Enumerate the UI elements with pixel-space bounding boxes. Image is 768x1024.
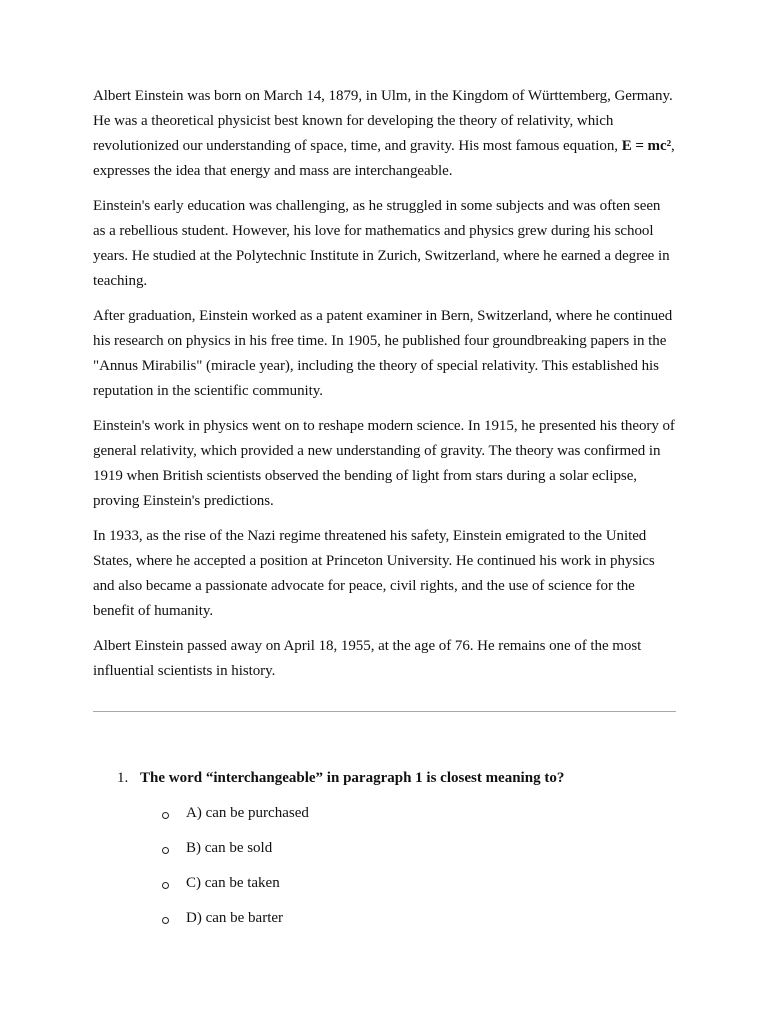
circle-bullet-icon <box>162 812 169 819</box>
paragraph-6: Albert Einstein passed away on April 18, 1955, at the age of 76. He remains one of the most influential scientists in history. <box>93 638 642 679</box>
paragraph-5: In 1933, as the rise of the Nazi regime threatened his safety, Einstein emigrated to the United States, where he accepted a position at Princeton University. He continued his work in physics and also became a passionate advocate for peace, civil rights, and the use of science for the benefit of humanity. <box>93 528 655 619</box>
option-d[interactable] <box>162 906 309 931</box>
question-1 <box>117 766 677 791</box>
equation: E = mc² <box>621 138 672 154</box>
circle-bullet-icon <box>162 882 169 889</box>
paragraph-4: Einstein's work in physics went on to reshape modern science. In 1915, he presented his theory of general relativity, which provided a new understanding of gravity. The theory was confirmed in 1919 when British scientists observed the bending of light from stars during a solar eclipse, proving Einstein's predictions. <box>93 418 675 509</box>
paragraph-1 <box>93 84 676 184</box>
horizontal-divider <box>93 711 676 712</box>
option-b[interactable] <box>162 836 309 861</box>
option-label: C) can be taken <box>186 875 280 891</box>
reading-passage <box>93 84 676 694</box>
option-a[interactable] <box>162 801 309 826</box>
option-label: A) can be purchased <box>186 805 309 821</box>
circle-bullet-icon <box>162 917 169 924</box>
circle-bullet-icon <box>162 847 169 854</box>
option-label: B) can be sold <box>186 840 273 856</box>
paragraph-1-text-b: , expresses the idea that energy and mass are interchangeable. <box>93 138 675 179</box>
question-text: The word “interchangeable” in paragraph 1 is closest meaning to? <box>140 770 565 786</box>
option-c[interactable] <box>162 871 309 896</box>
paragraph-2: Einstein's early education was challenging, as he struggled in some subjects and was often seen as a rebellious student. However, his love for mathematics and physics grew during his school years. He studied at the Polytechnic Institute in Zurich, Switzerland, where he earned a degree in teaching. <box>93 198 670 289</box>
paragraph-1-text-a: Albert Einstein was born on March 14, 1879, in Ulm, in the Kingdom of Württemberg, Germany. He was a theoretical physicist best known for developing the theory of relativity, which revolutionized our understanding of space, time, and gravity. His most famous equation, <box>93 88 673 154</box>
paragraph-3: After graduation, Einstein worked as a patent examiner in Bern, Switzerland, where he continued his research on physics in his free time. In 1905, he published four groundbreaking papers in the "Annus Mirabilis" (miracle year), including the theory of special relativity. This established his reputation in the scientific community. <box>93 308 673 399</box>
option-label: D) can be barter <box>186 910 284 926</box>
answer-options <box>162 801 309 941</box>
question-number: 1. <box>117 770 129 786</box>
